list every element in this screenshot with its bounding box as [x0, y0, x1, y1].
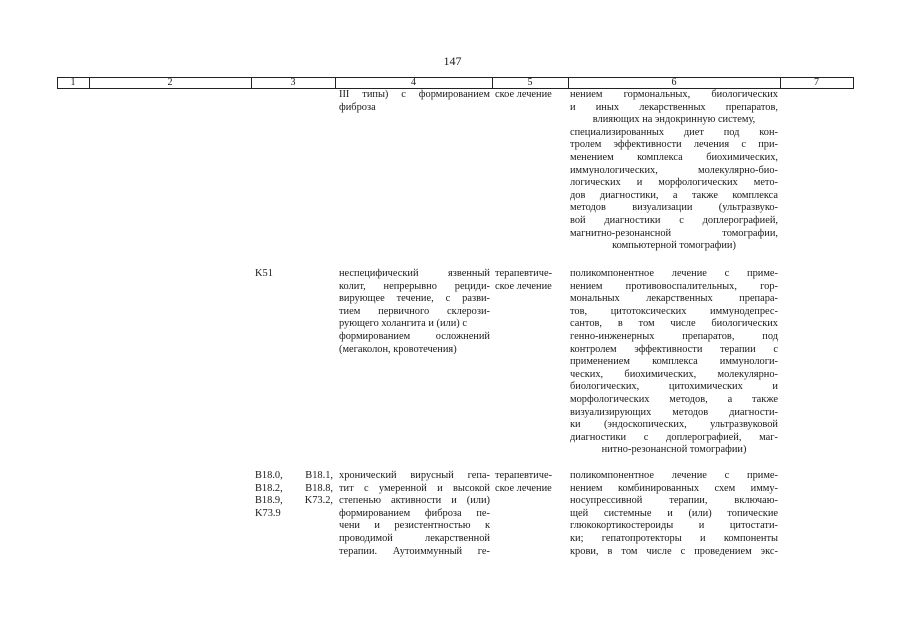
text-line: дов диагностики, а также комплекса — [570, 189, 778, 201]
column-header-5: 5 — [527, 77, 533, 88]
text-line: вирующее течение, с разви- — [339, 293, 490, 305]
column-header-7: 7 — [814, 77, 819, 88]
column-divider — [853, 77, 854, 88]
text-line: щей системные и (или) топические — [570, 507, 778, 519]
text-line: чени и резистентностью к — [339, 520, 490, 532]
text-line: диагностики с доплерографией, маг- — [570, 431, 778, 443]
page-number: 147 — [443, 54, 462, 68]
column-header-4: 4 — [411, 77, 416, 88]
text-line: генно-инженерных препаратов, под — [570, 330, 778, 342]
text-line: ки; гепатопротекторы и компоненты — [570, 532, 778, 544]
text-line: ческих, биохимических, молекулярно- — [570, 368, 778, 380]
diagnosis-cell — [339, 470, 490, 558]
text-line: мональных лекарственных препара- — [570, 293, 778, 305]
text-line: биологических, цитохимических и — [570, 381, 778, 393]
text-line: влияющих на эндокринную систему, — [592, 114, 756, 126]
text-line: B18.2, B18.8, — [255, 482, 333, 494]
diagnosis-cell — [339, 89, 490, 114]
treatment-method-cell — [570, 470, 778, 558]
text-line: логических и морфологических мето- — [570, 177, 778, 189]
icd-code-cell — [255, 470, 333, 520]
text-line: проводимой лекарственной — [339, 532, 490, 544]
text-line: колит, непрерывно рециди- — [339, 280, 490, 292]
column-header-3: 3 — [290, 77, 296, 88]
text-line: терапии. Аутоиммунный ге- — [339, 545, 490, 557]
text-line: неспецифический язвенный — [339, 268, 490, 279]
text-line: методов визуализации (ультразвуко- — [570, 202, 778, 214]
text-line: нением гормональных, биологических — [570, 89, 778, 100]
text-line: (мегаколон, кровотечения) — [339, 343, 457, 355]
text-line: ское лечение — [495, 482, 552, 494]
text-line: формированием осложнений — [339, 330, 490, 342]
text-line: поликомпонентное лечение с приме- — [570, 470, 778, 481]
treatment-method-cell — [570, 268, 778, 457]
text-line: ки (эндоскопических, ультразвуковой — [570, 419, 778, 431]
text-line: фиброза — [339, 101, 376, 113]
text-line: формированием фиброза пе- — [339, 507, 490, 519]
text-line: III типы) с формированием — [339, 89, 490, 100]
text-line: терапевтиче- — [495, 268, 553, 279]
text-line: K73.9 — [255, 507, 281, 519]
text-line: менением комплекса биохимических, — [570, 151, 778, 163]
text-line: компьютерной томографии) — [612, 240, 736, 252]
text-line: степенью активности и (или) — [339, 495, 490, 507]
text-line: нитно-резонансной томографии) — [601, 444, 747, 456]
text-line: тит с умеренной и высокой — [339, 482, 490, 494]
text-line: магнитно-резонансной томографии, — [570, 227, 778, 239]
text-line: крови, в том числе с проведением экс- — [570, 545, 778, 557]
column-header-1: 1 — [70, 77, 76, 88]
text-line: тролем эффективности лечения с при- — [570, 139, 778, 151]
text-line: ское лечение — [495, 280, 552, 292]
text-line: поликомпонентное лечение с приме- — [570, 268, 778, 279]
column-header-2: 2 — [167, 77, 173, 88]
text-line: глюкокортикостероиды и цитостати- — [570, 520, 778, 532]
treatment-type-cell — [495, 268, 567, 293]
text-line: B18.9, K73.2, — [255, 495, 333, 507]
text-line: специализированных диет под кон- — [570, 126, 778, 138]
text-line: визуализирующих методов диагности- — [570, 406, 778, 418]
treatment-type-cell — [495, 470, 567, 495]
text-line: тием первичного склерози- — [339, 305, 490, 317]
text-line: и иных лекарственных препаратов, — [570, 101, 778, 113]
text-line: нением противовоспалительных, гор- — [570, 280, 778, 292]
text-line: иммунологических, молекулярно-био- — [570, 164, 778, 176]
text-line: тов, цитотоксических иммунодепрес- — [570, 305, 778, 317]
text-line: нением комбинированных схем имму- — [570, 482, 778, 494]
treatment-type-cell — [495, 89, 567, 102]
text-line: вой диагностики с доплерографией, — [570, 214, 778, 226]
text-line: рующего холангита и (или) с — [339, 318, 467, 330]
text-line: сантов, в том числе биологических — [570, 318, 778, 330]
text-line: применением комплекса иммунологи- — [570, 356, 778, 368]
column-header-6: 6 — [671, 77, 677, 88]
text-line: носупрессивной терапии, включаю- — [570, 495, 778, 507]
treatment-method-cell — [570, 89, 778, 253]
diagnosis-cell — [339, 268, 490, 356]
text-line: терапевтиче- — [495, 470, 553, 481]
text-line: контролем эффективности терапии с — [570, 343, 778, 355]
text-line: морфологических методов, а также — [570, 393, 778, 405]
icd-code-cell — [255, 268, 333, 281]
text-line: ское лечение — [495, 89, 552, 100]
text-line: K51 — [255, 268, 273, 279]
text-line: B18.0, B18.1, — [255, 470, 333, 481]
text-line: хронический вирусный гепа- — [339, 470, 490, 481]
